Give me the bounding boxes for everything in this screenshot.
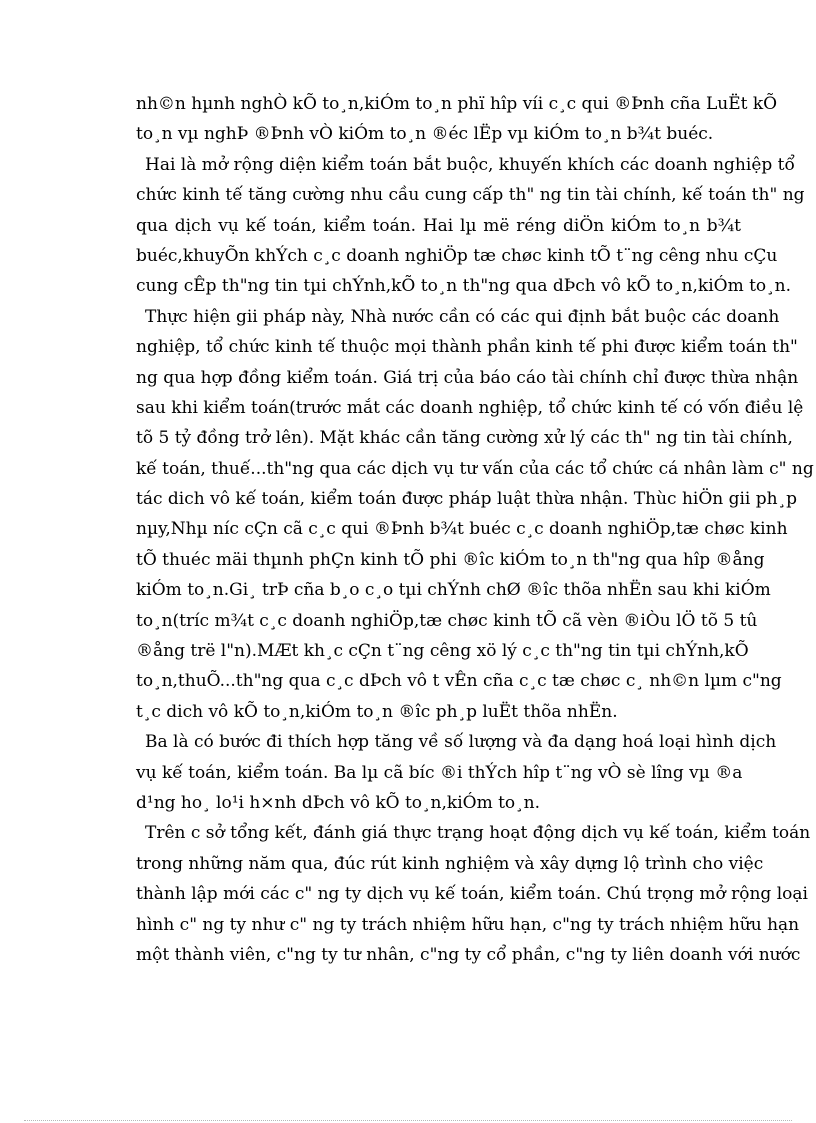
text-line: to¸n(tríc m¾t c¸c doanh nghiÖp,tæ chøc kinh tÕ cã vèn ®iÒu lÖ tõ 5 tû [136,610,758,631]
text-line: chức kinh tế tăng cường nhu cầu cung cấp th" ng tin tài chính, kế toán th" ng [136,185,805,206]
text-line: d¹ng ho¸ lo¹i h×nh dÞch vô kÕ to¸n,kiÓm to¸n. [136,792,541,813]
text-line: nµy,Nhµ níc cÇn cã c¸c qui ®Þnh b¾t buéc c¸c doanh nghiÖp,tæ chøc kinh [136,519,788,540]
text-line: t¸c dich vô kÕ to¸n,kiÓm to¸n ®îc ph¸p luËt thõa nhËn. [136,701,618,722]
text-line: Hai là mở rộng diện kiểm toán bắt buộc, khuyến khích các doanh nghiệp tổ [145,154,795,175]
text-line: buéc,khuyÕn khÝch c¸c doanh nghiÖp tæ chøc kinh tÕ t¨ng cêng nhu cÇu [136,245,778,266]
text-line: cung cÊp th"ng tin tµi chÝnh,kÕ to¸n th"ng qua dÞch vô kÕ to¸n,kiÓm to¸n. [136,276,792,297]
text-line: trong những năm qua, đúc rút kinh nghiệm và xây dựng lộ trình cho việc [136,853,764,874]
text-line: tÕ thuéc mäi thµnh phÇn kinh tÕ phi ®îc kiÓm to¸n th"ng qua hîp ®ång [136,549,765,570]
text-line: to¸n,thuÕ...th"ng qua c¸c dÞch vô t vÊn cña c¸c tæ chøc c¸ nh©n lµm c"ng [136,671,782,692]
body-text [136,89,814,970]
text-line: tõ 5 tỷ đồng trở lên). Mặt khác cần tăng cường xử lý các th" ng tin tài chính, [136,428,793,449]
text-line: tác dich vô kế toán, kiểm toán được pháp luật thừa nhận. Thùc hiÖn gii ph¸p [136,489,797,510]
text-line: nh©n hµnh nghÒ kÕ to¸n,kiÓm to¸n phï hîp víi c¸c qui ®Þnh cña LuËt kÕ [136,94,778,114]
text-line: nghiệp, tổ chức kinh tế thuộc mọi thành phần kinh tế phi được kiểm toán th" [136,337,798,358]
text-line: Ba là có bước đi thích hợp tăng về số lượng và đa dạng hoá loại hình dịch [145,732,777,753]
text-line: một thành viên, c"ng ty tư nhân, c"ng ty cổ phần, c"ng ty liên doanh với nước [136,944,801,965]
text-line: sau khi kiểm toán(trước mắt các doanh nghiệp, tổ chức kinh tế có vốn điều lệ [136,397,804,418]
text-line: ng qua hợp đồng kiểm toán. Giá trị của báo cáo tài chính chỉ được thừa nhận [136,367,799,388]
text-line: qua dịch vụ kế toán, kiểm toán. Hai lµ më réng diÖn kiÓm to¸n b¾t [136,215,741,236]
text-line: Trên c sở tổng kết, đánh giá thực trạng hoạt động dịch vụ kế toán, kiểm toán [145,823,811,844]
text-line: kiÓm to¸n.Gi¸ trÞ cña b¸o c¸o tµi chÝnh chØ ®îc thõa nhËn sau khi kiÓm [136,580,771,601]
text-line: thành lập mới các c" ng ty dịch vụ kế toán, kiểm toán. Chú trọng mở rộng loại [136,884,808,905]
text-line: Thực hiện gii pháp này, Nhà nước cần có các qui định bắt buộc các doanh [145,306,780,327]
text-line: vụ kế toán, kiểm toán. Ba lµ cã bíc ®i thÝch hîp t¨ng vÒ sè lîng vµ ®a [136,762,743,783]
text-line: ®ång trë l"n).MÆt kh¸c cÇn t¨ng cêng xö lý c¸c th"ng tin tµi chÝnh,kÕ [136,641,749,662]
text-line: kế toán, thuế...th"ng qua các dịch vụ tư vấn của các tổ chức cá nhân làm c" ng [136,458,814,479]
page-bottom-divider [24,1120,792,1121]
text-line: to¸n vµ nghÞ ®Þnh vÒ kiÓm to¸n ®éc lËp vµ kiÓm to¸n b¾t buéc. [136,124,714,145]
text-line: hình c" ng ty như c" ng ty trách nhiệm hữu hạn, c"ng ty trách nhiệm hữu hạn [136,914,800,935]
